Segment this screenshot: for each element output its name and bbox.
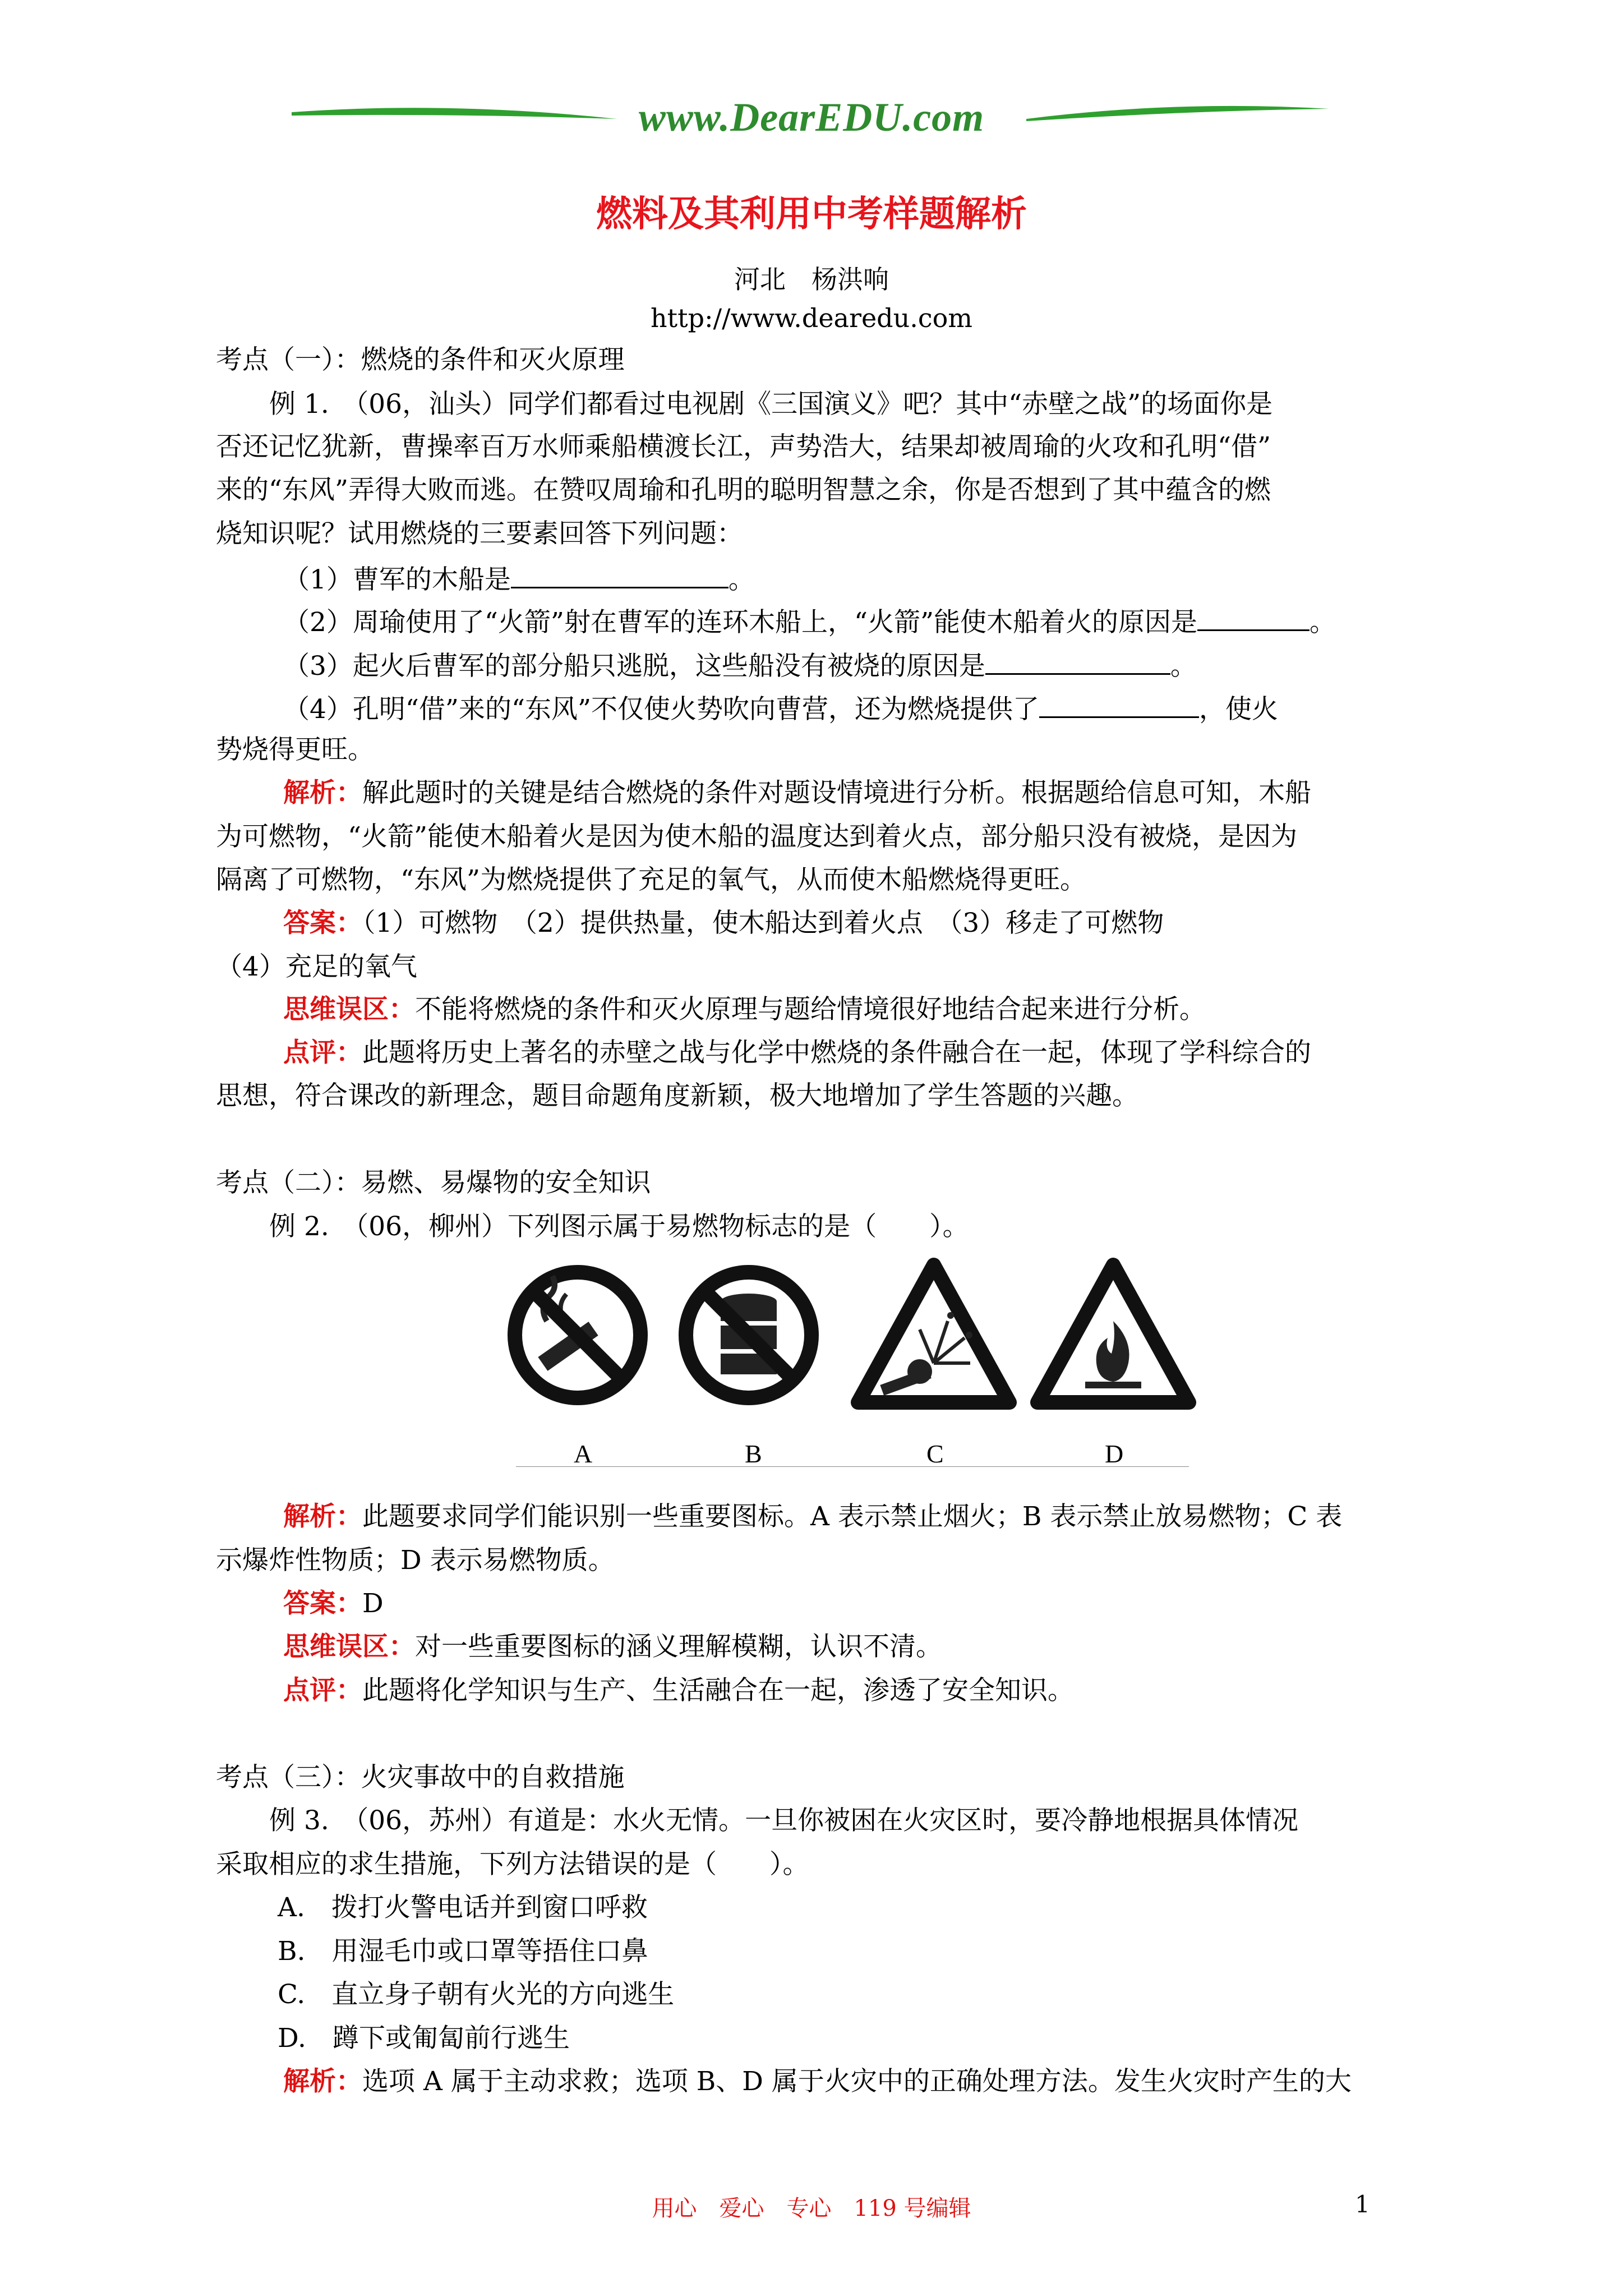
answer-1-line-1 (283, 910, 1164, 936)
page-title: 燃料及其利用中考样题解析 (596, 193, 1027, 235)
comment-2 (283, 1677, 1074, 1704)
option-a: A. 拨打火警电话并到窗口呼救 (278, 1892, 648, 1923)
sign-label-c: C (926, 1439, 944, 1467)
analysis-text: 解此题时的关键是结合燃烧的条件对题设情境进行分析。根据题给信息可知，木船 (362, 777, 1311, 808)
section-3-heading: 考点（三）：火灾事故中的自救措施 (216, 1762, 625, 1793)
footer-text: 用心 爱心 专心 119 号编辑 (652, 2196, 971, 2221)
misconception-1 (283, 996, 1206, 1023)
answer-label: 答案： (283, 1588, 362, 1619)
no-flammable-materials-sign-icon (686, 1272, 811, 1398)
example-1-line-4: 烧知识呢？试用燃烧的三要素回答下列问题： (216, 518, 743, 549)
no-smoking-sign-icon (515, 1272, 640, 1398)
misconception-text: 对一些重要图标的涵义理解模糊，认识不清。 (415, 1631, 942, 1662)
answer-blank (985, 651, 1170, 675)
answer-label: 答案： (283, 908, 362, 938)
option-c: C. 直立身子朝有火光的方向逃生 (278, 1979, 675, 2010)
example-3-line-1: 例 3. （06，苏州）有道是：水火无情。一旦你被困在火灾区时，要冷静地根据具体情况 (269, 1805, 1299, 1836)
flammable-sign-icon (1038, 1265, 1189, 1402)
answer-text: （1）可燃物 （2）提供热量，使木船达到着火点 （3）移走了可燃物 (362, 908, 1164, 938)
question-1-item-4 (283, 694, 1278, 723)
analysis-label: 解析： (283, 2066, 362, 2097)
answer-blank (1197, 607, 1310, 631)
option-b: B. 用湿毛巾或口罩等捂住口鼻 (278, 1936, 648, 1967)
item-2-end: 。 (1310, 607, 1336, 638)
analysis-label: 解析： (283, 777, 362, 808)
item-3-end: 。 (1170, 651, 1197, 682)
question-1-item-2 (283, 607, 1336, 636)
explosive-sign-icon (858, 1265, 1009, 1402)
option-d: D. 蹲下或匍匐前行逃生 (278, 2023, 570, 2054)
item-3-text: （3）起火后曹军的部分船只逃脱，这些船没有被烧的原因是 (283, 651, 985, 682)
item-4-end: ，使火 (1199, 694, 1279, 725)
misconception-label: 思维误区： (283, 994, 415, 1025)
analysis-2-line-2: 示爆炸性物质；D 表示易燃物质。 (216, 1545, 615, 1576)
example-1-line-3: 来的“东风”弄得大败而逃。在赞叹周瑜和孔明的聪明智慧之余，你是否想到了其中蕴含的燃 (216, 475, 1271, 505)
comment-label: 点评： (283, 1675, 362, 1706)
answer-text: D (362, 1588, 384, 1619)
sign-label-b: B (745, 1439, 762, 1467)
misconception-text: 不能将燃烧的条件和灭火原理与题给情境很好地结合起来进行分析。 (415, 994, 1206, 1025)
example-3-line-2: 采取相应的求生措施，下列方法错误的是（ ）。 (216, 1849, 809, 1880)
answer-blank (511, 564, 728, 588)
misconception-2 (283, 1631, 942, 1662)
analysis-1-line-1 (283, 777, 1311, 808)
answer-1-line-2: （4）充足的氧气 (216, 951, 417, 982)
section-1-heading: 考点（一）：燃烧的条件和灭火原理 (216, 344, 625, 375)
header-site-name: www.DearEDU.com (638, 95, 985, 140)
safety-signs-graphic (494, 1254, 1217, 1467)
example-1-line-2: 否还记忆犹新，曹操率百万水师乘船横渡长江，声势浩大，结果却被周瑜的火攻和孔明“借” (216, 431, 1271, 462)
analysis-text: 此题要求同学们能识别一些重要图标。A 表示禁止烟火；B 表示禁止放易燃物；C 表 (362, 1501, 1343, 1532)
question-1-item-3 (283, 651, 1197, 682)
sign-label-a: A (574, 1439, 593, 1467)
comment-text: 此题将历史上著名的赤壁之战与化学中燃烧的条件融合在一起，体现了学科综合的 (362, 1037, 1311, 1068)
analysis-label: 解析： (283, 1501, 362, 1532)
item-1-text: （1）曹军的木船是 (283, 564, 511, 595)
item-4-text: （4）孔明“借”来的“东风”不仅使火势吹向曹营，还为燃烧提供了 (283, 694, 1040, 725)
analysis-text: 选项 A 属于主动求救；选项 B、D 属于火灾中的正确处理方法。发生火灾时产生的大 (362, 2066, 1352, 2097)
question-1-item-1 (283, 564, 755, 593)
item-2-text: （2）周瑜使用了“火箭”射在曹军的连环木船上，“火箭”能使木船着火的原因是 (283, 607, 1198, 638)
answer-blank (1039, 694, 1199, 718)
source-url: http://www.dearedu.com (651, 303, 972, 333)
analysis-3-line-1 (283, 2068, 1352, 2095)
question-1-item-4-line-2: 势烧得更旺。 (216, 734, 374, 765)
analysis-1-line-2: 为可燃物，“火箭”能使木船着火是因为使木船的温度达到着火点，部分船只没有被烧，是因为 (216, 821, 1298, 852)
comment-1-line-1 (283, 1039, 1311, 1066)
author-line: 河北 杨洪响 (734, 264, 889, 295)
analysis-1-line-3: 隔离了可燃物，“东风”为燃烧提供了充足的氧气，从而使木船燃烧得更旺。 (216, 864, 1087, 895)
misconception-label: 思维误区： (283, 1631, 415, 1662)
sign-label-d: D (1105, 1439, 1124, 1467)
section-2-heading: 考点（二）：易燃、易爆物的安全知识 (216, 1167, 651, 1198)
analysis-2-line-1 (283, 1503, 1342, 1530)
comment-label: 点评： (283, 1037, 362, 1068)
comment-text: 此题将化学知识与生产、生活融合在一起，渗透了安全知识。 (362, 1675, 1074, 1706)
page-number: 1 (1355, 2191, 1370, 2218)
example-2-question: 例 2. （06，柳州）下列图示属于易燃物标志的是（ ）。 (269, 1211, 969, 1242)
answer-2 (283, 1590, 384, 1617)
item-1-end: 。 (728, 564, 755, 595)
example-1-line-1: 例 1. （06，汕头）同学们都看过电视剧《三国演义》吧？其中“赤壁之战”的场面你是 (269, 389, 1273, 420)
comment-1-line-2: 思想，符合课改的新理念，题目命题角度新颖，极大地增加了学生答题的兴趣。 (216, 1080, 1138, 1111)
